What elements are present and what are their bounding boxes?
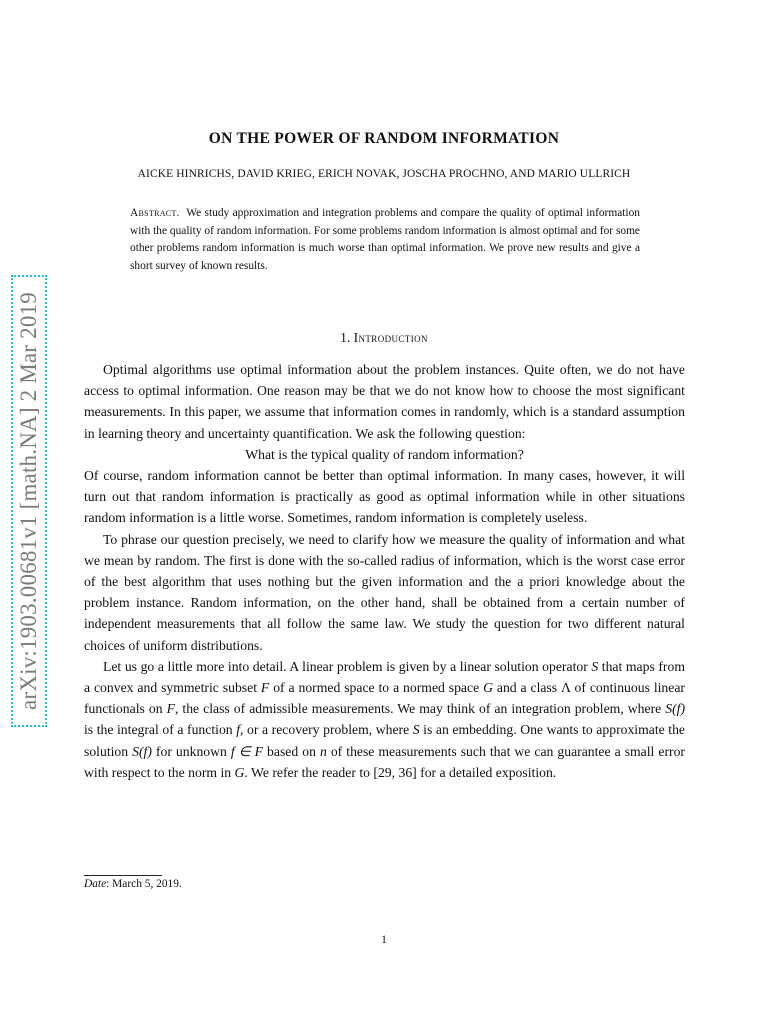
math-symbol: S — [412, 722, 420, 738]
footnote-divider — [84, 875, 162, 876]
page-number: 1 — [381, 934, 387, 946]
text-run: , the class of admissible measurements. We may think of an integration problem, where — [174, 701, 666, 717]
section-number: 1. — [340, 330, 351, 345]
footnote-label: Date — [84, 878, 107, 890]
paragraph-4 — [84, 656, 685, 783]
text-run: of these measurements such that we can guarantee a small error with respect to the norm in — [84, 743, 685, 780]
paragraph-3: To phrase our question precisely, we need to clarify how we measure the quality of information and what we mean by random. The first is done with the so-called radius of information, which is the worst case error of the best algorithm that uses nothing but the given information and the a priori knowledge about the problem instance. Random information, on the other hand, shall be obtained from a certain number of independent measurements that all follow the same law. We study the question for two different natural choices of uniform distributions. — [84, 531, 685, 653]
text-run: of a normed space to a normed space — [269, 680, 484, 696]
abstract-label: Abstract. — [130, 207, 180, 219]
footnote-text: : March 5, 2019. — [106, 878, 182, 890]
text-run: is an embedding. One wants to approximate the solution — [84, 722, 686, 759]
research-question: What is the typical quality of random information? — [245, 446, 524, 462]
section-title: Introduction — [353, 330, 428, 345]
math-symbol: S — [591, 658, 599, 674]
text-run: and a class Λ of continuous linear functionals on — [84, 680, 685, 717]
math-symbol: n — [319, 743, 327, 759]
text-run: based on — [263, 743, 320, 759]
text-run: that maps from a convex and symmetric subset — [84, 658, 685, 696]
paragraph-1: Optimal algorithms use optimal information about the problem instances. Quite often, we do not have access to optimal information. One reason may be that we do not know how to choose the most significant measurements. In this paper, we assume that information comes in randomly, which is a standard assumption in learning theory and uncertainty quantification. We ask the following question: — [84, 362, 685, 441]
text-run: is the integral of a function — [84, 722, 237, 738]
abstract-text: We study approximation and integration problems and compare the quality of optimal information with the quality of random information. For some problems random information is almost optimal and for some other problems random information is much worse than optimal information. We prove new results and give a short survey of known results. — [130, 207, 640, 273]
math-symbol: f — [236, 722, 241, 738]
paragraph-2: Of course, random information cannot be better than optimal information. In many cases, however, it will turn out that random information is practically as good as optimal information while in other situations random information is a little worse. Sometimes, random information is completely useless. — [84, 468, 685, 526]
math-symbol: F — [166, 701, 175, 717]
text-run: Let us go a little more into detail. A linear problem is given by a linear solution operator — [103, 658, 592, 674]
math-symbol: S(f) — [132, 743, 152, 759]
abstract — [130, 205, 640, 276]
math-symbol: f ∈ F — [230, 743, 264, 759]
text-run: . We refer the reader to [29, 36] for a detailed exposition. — [244, 764, 557, 780]
footnote-date — [84, 878, 182, 890]
body-text — [84, 359, 685, 783]
text-run: for unknown — [151, 743, 231, 759]
author-list: AICKE HINRICHS, DAVID KRIEG, ERICH NOVAK, JOSCHA PROCHNO, AND MARIO ULLRICH — [137, 168, 631, 180]
math-symbol: S(f) — [665, 701, 685, 717]
math-symbol: G — [483, 680, 493, 696]
section-heading — [0, 330, 768, 346]
text-run: , or a recovery problem, where — [240, 722, 413, 738]
paper-title: ON THE POWER OF RANDOM INFORMATION — [208, 130, 560, 147]
arxiv-identifier[interactable]: arXiv:1903.00681v1 [math.NA] 2 Mar 2019 — [16, 292, 41, 710]
math-symbol: G — [234, 764, 245, 780]
math-symbol: F — [260, 680, 270, 696]
